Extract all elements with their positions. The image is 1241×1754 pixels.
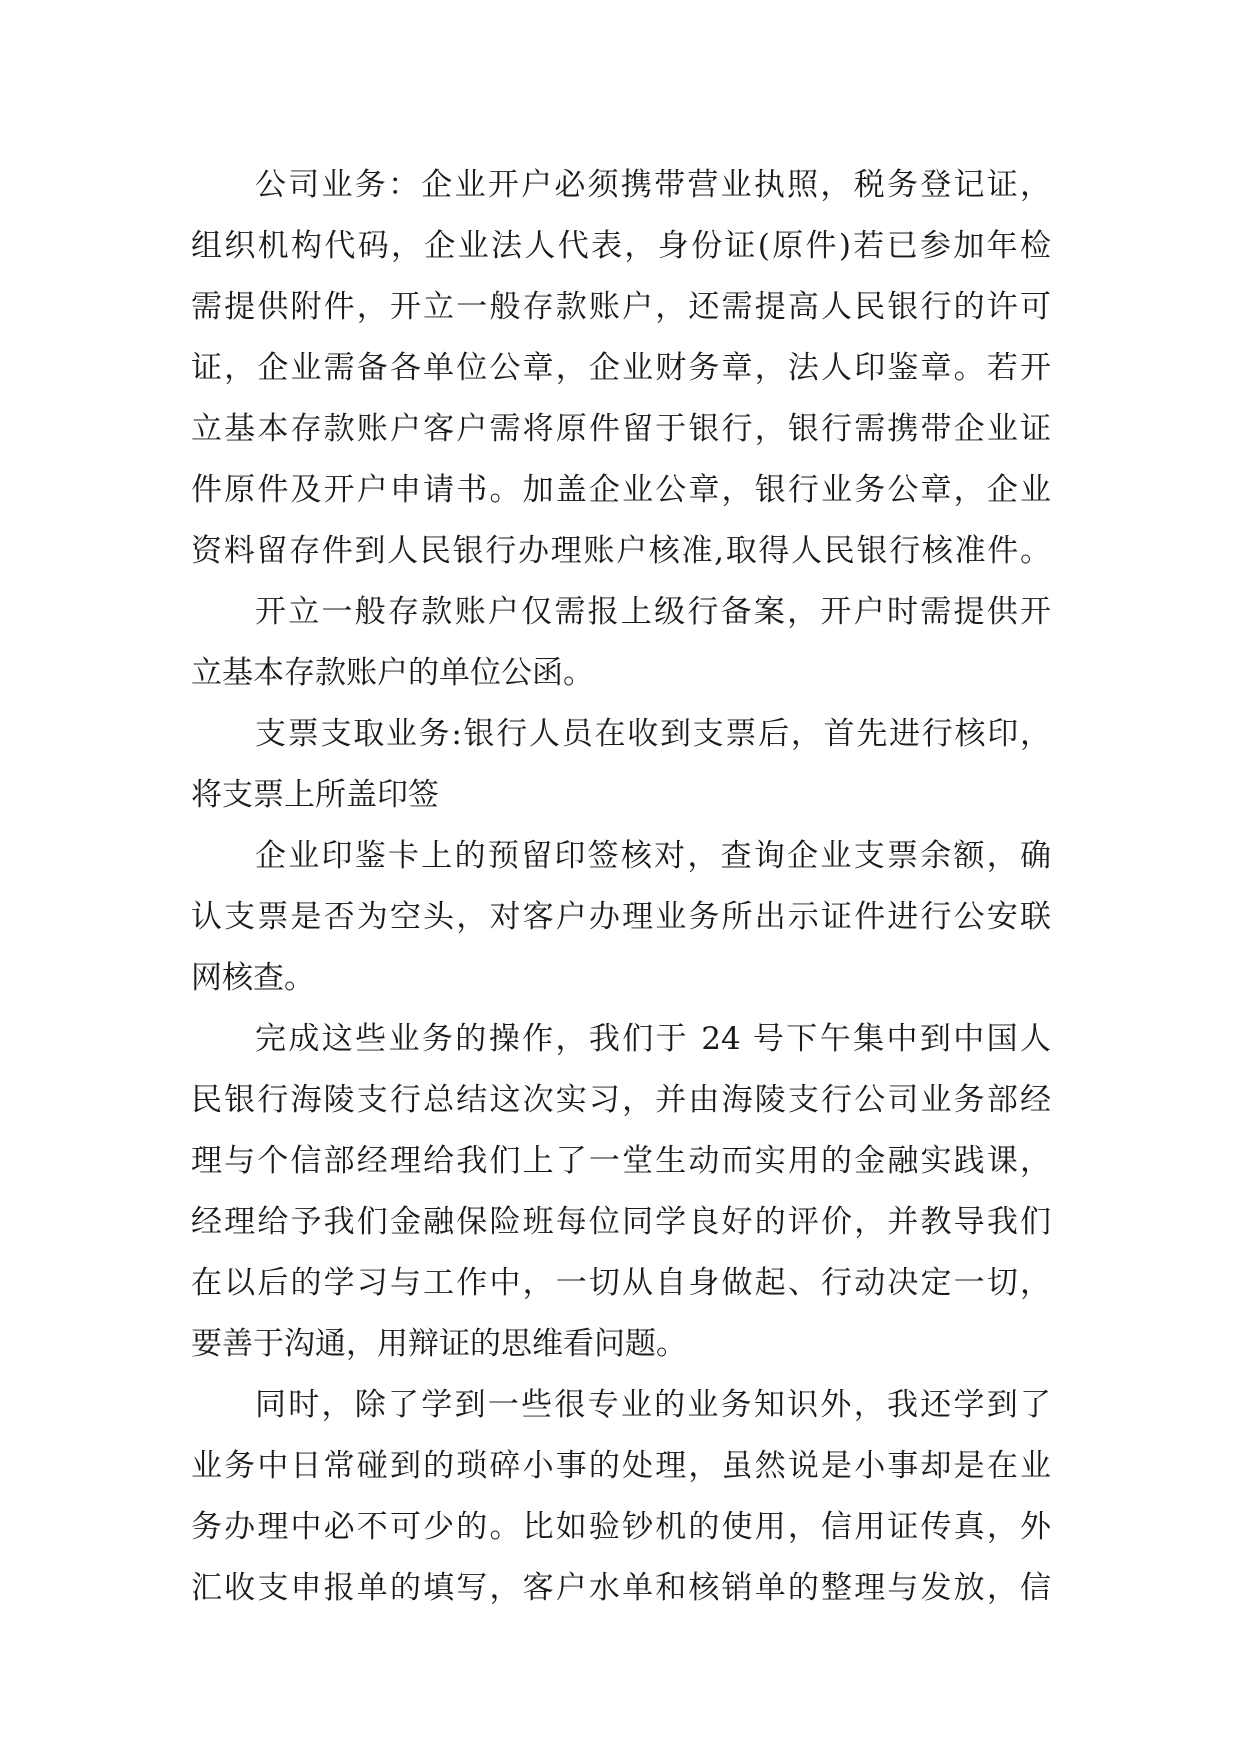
paragraph-6-line-3: 务办理中必不可少的。比如验钞机的使用，信用证传真，外: [191, 1509, 1051, 1545]
paragraph-6-line-1: 同时，除了学到一些很专业的业务知识外，我还学到了: [255, 1387, 1051, 1423]
paragraph-3-line-2: 将支票上所盖印签: [191, 777, 439, 813]
paragraph-6-line-4: 汇收支申报单的填写，客户水单和核销单的整理与发放，信: [191, 1570, 1051, 1606]
paragraph-5-line-5: 在以后的学习与工作中，一切从自身做起、行动决定一切，: [191, 1265, 1051, 1301]
paragraph-5-line-3: 理与个信部经理给我们上了一堂生动而实用的金融实践课，: [191, 1143, 1051, 1179]
paragraph-4-line-1: 企业印鉴卡上的预留印签核对，查询企业支票余额，确: [255, 838, 1051, 874]
paragraph-1-line-1: 公司业务：企业开户必须携带营业执照，税务登记证，: [255, 167, 1051, 203]
paragraph-4-line-3: 网核查。: [191, 960, 315, 996]
paragraph-5-line-2: 民银行海陵支行总结这次实习，并由海陵支行公司业务部经: [191, 1082, 1051, 1118]
paragraph-1-line-7: 资料留存件到人民银行办理账户核准,取得人民银行核准件。: [191, 533, 1051, 569]
paragraph-2-line-1: 开立一般存款账户仅需报上级行备案，开户时需提供开: [255, 594, 1051, 630]
paragraph-5-line-1: 完成这些业务的操作，我们于 24 号下午集中到中国人: [255, 1021, 1051, 1057]
paragraph-5-line-4: 经理给予我们金融保险班每位同学良好的评价，并教导我们: [191, 1204, 1051, 1240]
paragraph-2-line-2: 立基本存款账户的单位公函。: [191, 655, 594, 691]
paragraph-3-line-1: 支票支取业务:银行人员在收到支票后，首先进行核印，: [255, 716, 1051, 752]
paragraph-1-line-3: 需提供附件，开立一般存款账户，还需提高人民银行的许可: [191, 289, 1051, 325]
paragraph-1-line-5: 立基本存款账户客户需将原件留于银行，银行需携带企业证: [191, 411, 1051, 447]
paragraph-5-line-6: 要善于沟通，用辩证的思维看问题。: [191, 1326, 687, 1362]
paragraph-6-line-2: 业务中日常碰到的琐碎小事的处理，虽然说是小事却是在业: [191, 1448, 1051, 1484]
paragraph-1-line-2: 组织机构代码，企业法人代表，身份证(原件)若已参加年检: [191, 228, 1051, 264]
paragraph-1-line-6: 件原件及开户申请书。加盖企业公章，银行业务公章，企业: [191, 472, 1051, 508]
paragraph-1-line-4: 证，企业需备各单位公章，企业财务章，法人印鉴章。若开: [191, 350, 1051, 386]
paragraph-4-line-2: 认支票是否为空头，对客户办理业务所出示证件进行公安联: [191, 899, 1051, 935]
